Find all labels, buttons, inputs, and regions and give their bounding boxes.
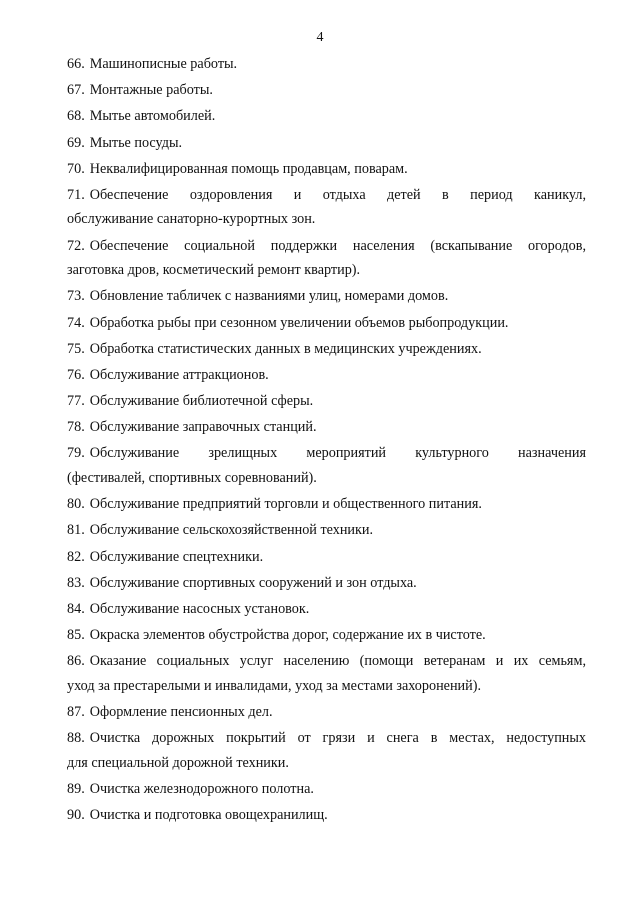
list-item bbox=[67, 700, 586, 725]
item-number: 73. bbox=[67, 288, 85, 305]
list-item bbox=[67, 131, 586, 156]
item-text: Обслуживание библиотечной сферы. bbox=[89, 393, 314, 410]
item-line-1 bbox=[67, 441, 586, 466]
item-text: Обслуживание аттракционов. bbox=[89, 366, 269, 383]
item-line-1 bbox=[67, 234, 586, 259]
list-item bbox=[67, 52, 586, 77]
list-item bbox=[67, 183, 586, 232]
item-text: Обслуживание заправочных станций. bbox=[89, 419, 317, 436]
item-text-line-1: Оказание социальных услуг населению (помощи ветеранам и их семьям, bbox=[89, 653, 586, 670]
list-item bbox=[67, 311, 586, 336]
item-number: 69. bbox=[67, 134, 85, 151]
item-text-line-1: Обеспечение социальной поддержки населения (вскапывание огородов, bbox=[89, 237, 586, 254]
item-text: Мытье автомобилей. bbox=[89, 108, 216, 125]
item-text: Обновление табличек с названиями улиц, номерами домов. bbox=[89, 288, 449, 305]
item-text: Обработка рыбы при сезонном увеличении объемов рыбопродукции. bbox=[89, 314, 509, 331]
numbered-list bbox=[67, 52, 586, 829]
list-item bbox=[67, 104, 586, 129]
item-number: 84. bbox=[67, 600, 85, 617]
item-number: 76. bbox=[67, 366, 85, 383]
item-number: 89. bbox=[67, 780, 85, 797]
item-text: Монтажные работы. bbox=[89, 82, 213, 99]
item-text-line-1: Обслуживание зрелищных мероприятий культурного назначения bbox=[89, 445, 586, 462]
list-item bbox=[67, 363, 586, 388]
list-item bbox=[67, 284, 586, 309]
list-item bbox=[67, 545, 586, 570]
list-item bbox=[67, 518, 586, 543]
item-text: Обслуживание сельскохозяйственной техники. bbox=[89, 522, 374, 539]
item-line-1 bbox=[67, 183, 586, 208]
list-item bbox=[67, 623, 586, 648]
item-number: 77. bbox=[67, 393, 85, 410]
item-number: 67. bbox=[67, 82, 85, 99]
item-number: 75. bbox=[67, 340, 85, 357]
item-text: Мытье посуды. bbox=[89, 134, 183, 151]
item-text: Обслуживание спортивных сооружений и зон отдыха. bbox=[89, 574, 417, 591]
item-number: 66. bbox=[67, 56, 85, 72]
item-number: 74. bbox=[67, 314, 85, 331]
list-item bbox=[67, 389, 586, 414]
item-text-line-1: Обеспечение оздоровления и отдыха детей в период каникул, bbox=[89, 186, 586, 203]
list-item bbox=[67, 441, 586, 490]
item-text-line-1: Очистка дорожных покрытий от грязи и снега в местах, недоступных bbox=[89, 730, 586, 747]
item-number: 68. bbox=[67, 108, 85, 125]
item-number: 82. bbox=[67, 548, 85, 565]
item-number: 85. bbox=[67, 627, 85, 644]
item-number: 79. bbox=[67, 445, 85, 462]
list-item bbox=[67, 492, 586, 517]
list-item bbox=[67, 726, 586, 775]
item-number: 81. bbox=[67, 522, 85, 539]
list-item bbox=[67, 157, 586, 182]
item-text: Очистка и подготовка овощехранилищ. bbox=[89, 807, 328, 823]
item-text-line-2: для специальной дорожной техники. bbox=[67, 754, 289, 771]
item-number: 71. bbox=[67, 186, 85, 203]
page-number: 4 bbox=[316, 30, 324, 45]
item-text: Машинописные работы. bbox=[89, 56, 238, 72]
item-number: 87. bbox=[67, 703, 85, 720]
item-text: Очистка железнодорожного полотна. bbox=[89, 780, 314, 797]
item-number: 80. bbox=[67, 496, 85, 513]
item-text-line-2: заготовка дров, косметический ремонт квартир). bbox=[67, 262, 361, 279]
item-number: 90. bbox=[67, 807, 85, 823]
list-item bbox=[67, 597, 586, 622]
list-item bbox=[67, 234, 586, 283]
item-number: 83. bbox=[67, 574, 85, 591]
item-number: 88. bbox=[67, 730, 85, 747]
list-item bbox=[67, 571, 586, 596]
item-text: Оформление пенсионных дел. bbox=[89, 703, 273, 720]
list-item bbox=[67, 803, 586, 828]
item-text: Обслуживание насосных установок. bbox=[89, 600, 310, 617]
item-text: Обслуживание предприятий торговли и общественного питания. bbox=[89, 496, 482, 513]
item-text-line-2: обслуживание санаторно-курортных зон. bbox=[67, 211, 316, 228]
item-number: 86. bbox=[67, 653, 85, 670]
item-text: Неквалифицированная помощь продавцам, поварам. bbox=[89, 160, 408, 177]
item-text-line-2: (фестивалей, спортивных соревнований). bbox=[67, 469, 317, 486]
item-text-line-2: уход за престарелыми и инвалидами, уход за местами захоронений). bbox=[67, 677, 482, 694]
item-number: 70. bbox=[67, 160, 85, 177]
list-item bbox=[67, 78, 586, 103]
item-number: 78. bbox=[67, 419, 85, 436]
item-line-1 bbox=[67, 726, 586, 751]
item-text: Обработка статистических данных в медицинских учреждениях. bbox=[89, 340, 482, 357]
item-number: 72. bbox=[67, 237, 85, 254]
list-item bbox=[67, 649, 586, 698]
list-item bbox=[67, 337, 586, 362]
item-text: Окраска элементов обустройства дорог, содержание их в чистоте. bbox=[89, 627, 486, 644]
item-text: Обслуживание спецтехники. bbox=[89, 548, 264, 565]
list-item bbox=[67, 415, 586, 440]
list-item bbox=[67, 777, 586, 802]
item-line-1 bbox=[67, 649, 586, 674]
